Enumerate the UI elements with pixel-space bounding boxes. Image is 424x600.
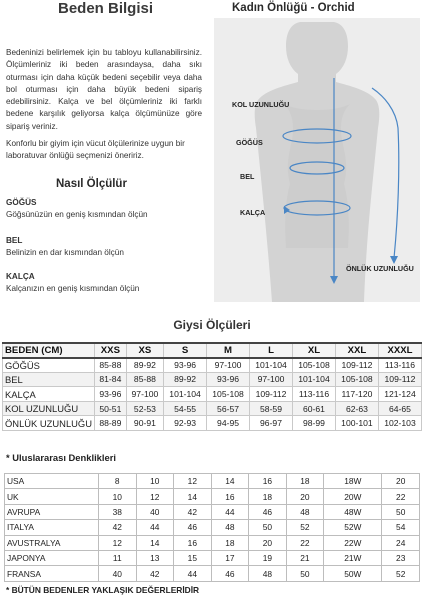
table-cell: 48: [286, 504, 324, 519]
table-cell: 46: [174, 520, 212, 535]
row-label: AVRUPA: [5, 504, 99, 519]
table-cell: 109-112: [335, 358, 378, 373]
table-row: [3, 416, 422, 431]
table-cell: 18: [286, 474, 324, 489]
table-cell: 22: [382, 489, 420, 504]
figure-label-hip: KALÇA: [240, 208, 266, 217]
header-cell: S: [164, 343, 207, 358]
table-cell: 94-95: [207, 416, 250, 431]
table-cell: 38: [99, 504, 137, 519]
product-title: Kadın Önlüğü - Orchid: [232, 2, 355, 14]
table-cell: 50: [382, 504, 420, 519]
table-cell: 100-101: [335, 416, 378, 431]
table-cell: 98-99: [293, 416, 336, 431]
row-label: ITALYA: [5, 520, 99, 535]
table-cell: 42: [174, 504, 212, 519]
table-cell: 113-116: [378, 358, 421, 373]
table-cell: 101-104: [293, 372, 336, 387]
table-cell: 90-91: [126, 416, 163, 431]
table-cell: 22W: [324, 535, 382, 550]
table-cell: 101-104: [250, 358, 293, 373]
table-cell: 113-116: [293, 387, 336, 402]
table-row: [5, 489, 420, 504]
table-cell: 23: [382, 550, 420, 565]
table-cell: 20: [382, 474, 420, 489]
table-row: [5, 520, 420, 535]
table-cell: 60-61: [293, 401, 336, 416]
table-row: [3, 372, 422, 387]
table-cell: 97-100: [207, 358, 250, 373]
table-row: [5, 550, 420, 565]
table-cell: 46: [249, 504, 287, 519]
row-label: ÖNLÜK UZUNLUĞU: [3, 416, 95, 431]
table-cell: 20: [249, 535, 287, 550]
table-cell: 20W: [324, 489, 382, 504]
row-label: UK: [5, 489, 99, 504]
table-cell: 85-88: [95, 358, 127, 373]
table-row: [5, 566, 420, 581]
table-cell: 52W: [324, 520, 382, 535]
table-cell: 109-112: [250, 387, 293, 402]
intro-paragraph: Bedeninizi belirlemek için bu tabloyu kullanabilirsiniz. Ölçümleriniz iki beden arasındaysa, daha sıkı oturması için daha küçük bedeni seçebilir veya daha bol oturması için daha büyük bedeni sipariş edebilirsiniz. Kalça ve bel ölçümleriniz iki farklı bedene karşılık geliyorsa kalça ölçümünüze göre sipariş veriniz.: [6, 48, 202, 131]
table-cell: 12: [99, 535, 137, 550]
how-to-measure-title: Nasıl Ölçülür: [56, 178, 127, 190]
table-cell: 13: [136, 550, 174, 565]
header-cell: XXXL: [378, 343, 421, 358]
waist-description: Belinizin en dar kısmından ölçün: [6, 248, 124, 257]
table-cell: 85-88: [126, 372, 163, 387]
table-row: [3, 401, 422, 416]
chest-label: GÖĞÜS: [6, 198, 37, 207]
table-cell: 40: [99, 566, 137, 581]
hip-label: KALÇA: [6, 272, 35, 281]
table-cell: 88-89: [95, 416, 127, 431]
figure-label-waist: BEL: [240, 172, 255, 181]
size-chart-table: [2, 342, 422, 431]
table-cell: 54-55: [164, 401, 207, 416]
table-cell: 15: [174, 550, 212, 565]
table-cell: 18W: [324, 474, 382, 489]
row-label: BEL: [3, 372, 95, 387]
table-row: [3, 387, 422, 402]
size-chart-title: Giysi Ölçüleri: [173, 318, 251, 332]
table-cell: 18: [211, 535, 249, 550]
table-cell: 14: [211, 474, 249, 489]
row-label: JAPONYA: [5, 550, 99, 565]
figure-label-chest: GÖĞÜS: [236, 138, 263, 147]
table-cell: 50: [249, 520, 287, 535]
table-cell: 48: [211, 520, 249, 535]
table-cell: 101-104: [164, 387, 207, 402]
table-cell: 102-103: [378, 416, 421, 431]
table-cell: 97-100: [250, 372, 293, 387]
figure-label-sleeve: KOL UZUNLUĞU: [232, 100, 290, 109]
table-cell: 10: [136, 474, 174, 489]
table-cell: 48: [249, 566, 287, 581]
table-cell: 11: [99, 550, 137, 565]
row-label: GÖĞÜS: [3, 358, 95, 373]
table-cell: 44: [174, 566, 212, 581]
table-cell: 21W: [324, 550, 382, 565]
table-cell: 93-96: [164, 358, 207, 373]
table-cell: 92-93: [164, 416, 207, 431]
table-cell: 14: [174, 489, 212, 504]
torso-shape: [284, 104, 350, 248]
table-cell: 14: [136, 535, 174, 550]
row-label: AVUSTRALYA: [5, 535, 99, 550]
table-cell: 50W: [324, 566, 382, 581]
table-cell: 42: [99, 520, 137, 535]
table-cell: 12: [136, 489, 174, 504]
hip-description: Kalçanızın en geniş kısmından ölçün: [6, 284, 140, 293]
table-cell: 40: [136, 504, 174, 519]
table-cell: 96-97: [250, 416, 293, 431]
size-chart-header-row: [3, 343, 422, 358]
table-row: [3, 358, 422, 373]
table-cell: 105-108: [207, 387, 250, 402]
table-cell: 52-53: [126, 401, 163, 416]
table-cell: 97-100: [126, 387, 163, 402]
table-cell: 50-51: [95, 401, 127, 416]
figure-label-length: ÖNLÜK UZUNLUĞU: [346, 264, 414, 273]
header-cell: BEDEN (CM): [3, 343, 95, 358]
table-cell: 16: [249, 474, 287, 489]
table-cell: 18: [249, 489, 287, 504]
table-cell: 121-124: [378, 387, 421, 402]
chest-description: Göğsünüzün en geniş kısmından ölçün: [6, 210, 148, 219]
row-label: KALÇA: [3, 387, 95, 402]
table-cell: 44: [211, 504, 249, 519]
table-cell: 52: [286, 520, 324, 535]
intl-equivalents-title: * Uluslararası Denklikleri: [6, 452, 116, 463]
table-cell: 20: [286, 489, 324, 504]
body-silhouette-icon: [214, 18, 420, 302]
row-label: FRANSA: [5, 566, 99, 581]
table-cell: 64-65: [378, 401, 421, 416]
intl-equivalents-table: [4, 473, 420, 582]
header-cell: XS: [126, 343, 163, 358]
page-title: Beden Bilgisi: [58, 0, 154, 17]
table-cell: 16: [211, 489, 249, 504]
table-cell: 89-92: [164, 372, 207, 387]
table-cell: 24: [382, 535, 420, 550]
approximate-values-note: * BÜTÜN BEDENLER YAKLAŞIK DEĞERLERİDİR: [6, 585, 200, 595]
intro-paragraph-2: Konforlu bir giyim için vücut ölçülerinize uygun bir laboratuvar önlüğü seçmenizi öneririz.: [6, 139, 185, 161]
table-cell: 21: [286, 550, 324, 565]
table-cell: 8: [99, 474, 137, 489]
row-label: USA: [5, 474, 99, 489]
table-cell: 44: [136, 520, 174, 535]
table-row: [5, 504, 420, 519]
table-cell: 89-92: [126, 358, 163, 373]
table-cell: 54: [382, 520, 420, 535]
table-cell: 105-108: [335, 372, 378, 387]
table-cell: 42: [136, 566, 174, 581]
table-row: [5, 535, 420, 550]
table-cell: 19: [249, 550, 287, 565]
header-cell: XL: [293, 343, 336, 358]
table-cell: 22: [286, 535, 324, 550]
table-cell: 105-108: [293, 358, 336, 373]
table-cell: 50: [286, 566, 324, 581]
table-cell: 46: [211, 566, 249, 581]
table-cell: 93-96: [207, 372, 250, 387]
row-label: KOL UZUNLUĞU: [3, 401, 95, 416]
table-row: [5, 474, 420, 489]
table-cell: 17: [211, 550, 249, 565]
table-cell: 10: [99, 489, 137, 504]
table-cell: 81-84: [95, 372, 127, 387]
table-cell: 93-96: [95, 387, 127, 402]
waist-label: BEL: [6, 236, 23, 245]
body-measurement-figure: [214, 18, 420, 302]
table-cell: 16: [174, 535, 212, 550]
table-cell: 109-112: [378, 372, 421, 387]
header-cell: XXS: [95, 343, 127, 358]
table-cell: 56-57: [207, 401, 250, 416]
table-cell: 12: [174, 474, 212, 489]
table-cell: 62-63: [335, 401, 378, 416]
table-cell: 48W: [324, 504, 382, 519]
header-cell: L: [250, 343, 293, 358]
header-cell: M: [207, 343, 250, 358]
table-cell: 52: [382, 566, 420, 581]
header-cell: XXL: [335, 343, 378, 358]
table-cell: 117-120: [335, 387, 378, 402]
table-cell: 58-59: [250, 401, 293, 416]
